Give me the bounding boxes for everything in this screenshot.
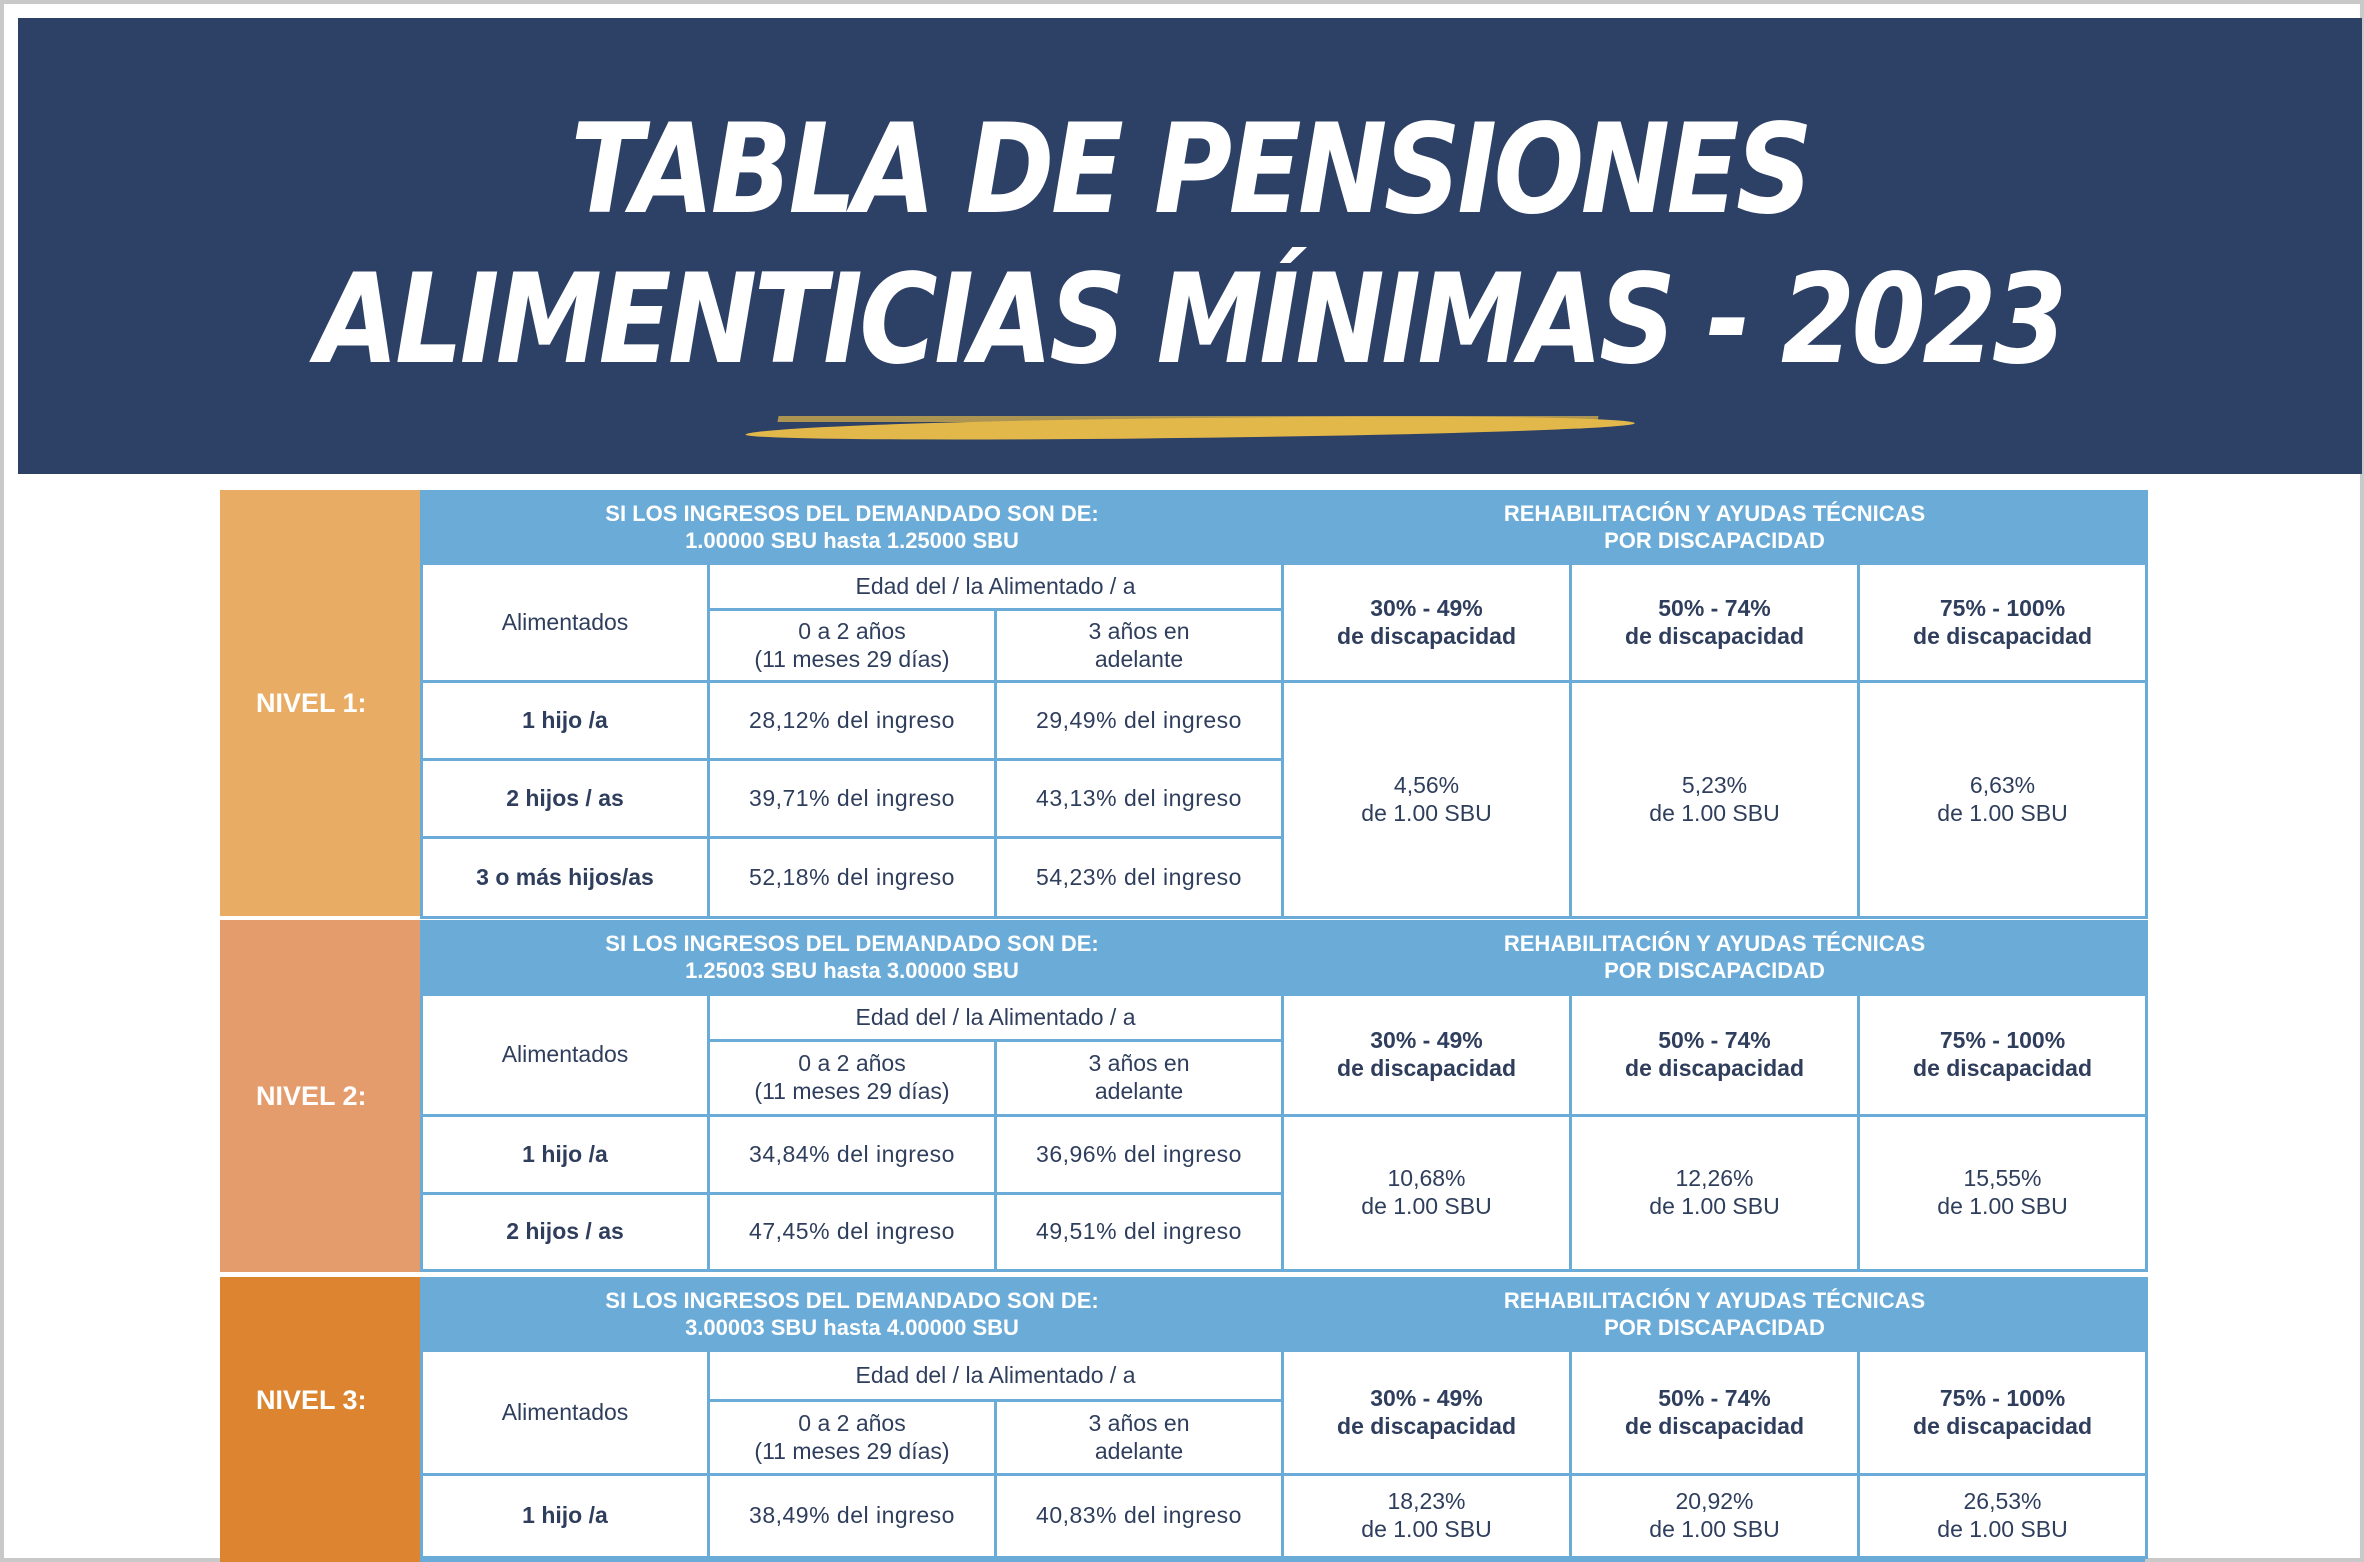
disc-percent: 10,68%	[1387, 1165, 1466, 1192]
disc-label: de discapacidad	[1913, 1054, 2092, 1081]
age-3-plus-header	[996, 610, 1283, 682]
disc-range: 30% - 49%	[1370, 1027, 1483, 1054]
disc-75-100-header	[1859, 1351, 2147, 1475]
disc-30-49-header	[1283, 1351, 1571, 1475]
level-2-table	[420, 920, 2148, 1272]
age-note: (11 meses 29 días)	[754, 1077, 950, 1104]
income-header-line: SI LOS INGRESOS DEL DEMANDADO SON DE:	[605, 501, 1099, 527]
alimentados-header: Alimentados	[422, 1351, 709, 1475]
disc-label: de discapacidad	[1625, 1054, 1804, 1081]
value-3-plus: 49,51% del ingreso	[996, 1194, 1283, 1271]
income-range-text: 1.00000 SBU hasta 1.25000 SBU	[685, 527, 1019, 553]
disc-value-75-100	[1859, 682, 2147, 918]
disc-sbu: de 1.00 SBU	[1649, 1192, 1780, 1219]
value-3-plus: 54,23% del ingreso	[996, 838, 1283, 918]
age-note: (11 meses 29 días)	[754, 645, 950, 672]
level-3-header-row	[422, 1279, 2147, 1351]
disc-label: de discapacidad	[1337, 622, 1516, 649]
rehab-header	[1283, 1279, 2147, 1351]
disc-sbu: de 1.00 SBU	[1649, 799, 1780, 826]
age-note: adelante	[1094, 645, 1184, 672]
level-2-section	[220, 920, 2145, 1272]
disc-label: de discapacidad	[1337, 1412, 1516, 1439]
rehab-header-line-2: POR DISCAPACIDAD	[1604, 1314, 1825, 1340]
disc-range: 50% - 74%	[1658, 1384, 1771, 1411]
value-3-plus: 40,83% del ingreso	[996, 1475, 1283, 1558]
level-name: NIVEL 1:	[256, 687, 367, 718]
edad-header: Edad del / la Alimentado / a	[709, 1351, 1283, 1401]
level-name: NIVEL 3:	[256, 1385, 367, 1415]
edad-header: Edad del / la Alimentado / a	[709, 564, 1283, 610]
disc-sbu: de 1.00 SBU	[1937, 1192, 2068, 1219]
level-name: NIVEL 2:	[256, 1080, 367, 1111]
disc-value-30-49	[1283, 1115, 1571, 1270]
income-header-line: SI LOS INGRESOS DEL DEMANDADO SON DE:	[605, 931, 1099, 957]
disc-30-49-header	[1283, 564, 1571, 682]
disc-value-50-74	[1571, 1115, 1859, 1270]
disc-value-30-49	[1283, 1475, 1571, 1558]
edad-header: Edad del / la Alimentado / a	[709, 994, 1283, 1040]
level-3-section	[220, 1277, 2145, 1556]
disc-percent: 26,53%	[1963, 1488, 2042, 1515]
age-0-2-header	[709, 610, 996, 682]
row-label: 2 hijos / as	[422, 1194, 709, 1271]
disc-range: 50% - 74%	[1658, 1027, 1771, 1054]
disc-value-30-49	[1283, 682, 1571, 918]
disc-75-100-header	[1859, 564, 2147, 682]
age-0-2-header	[709, 1401, 996, 1475]
disc-value-50-74	[1571, 682, 1859, 918]
disc-percent: 12,26%	[1675, 1165, 1754, 1192]
value-0-2: 39,71% del ingreso	[709, 760, 996, 838]
row-label: 1 hijo /a	[422, 1475, 709, 1558]
value-0-2: 38,49% del ingreso	[709, 1475, 996, 1558]
disc-label: de discapacidad	[1625, 1412, 1804, 1439]
disc-percent: 4,56%	[1393, 771, 1460, 798]
value-0-2: 47,45% del ingreso	[709, 1194, 996, 1271]
disc-label: de discapacidad	[1913, 622, 2092, 649]
level-2-header-row	[422, 922, 2147, 995]
disc-percent: 18,23%	[1387, 1488, 1466, 1515]
disc-75-100-header	[1859, 994, 2147, 1115]
rehab-header	[1283, 922, 2147, 995]
disc-50-74-header	[1571, 564, 1859, 682]
rehab-header-line-1: REHABILITACIÓN Y AYUDAS TÉCNICAS	[1503, 501, 1926, 527]
disc-range: 75% - 100%	[1939, 1384, 2066, 1411]
disc-label: de discapacidad	[1913, 1412, 2092, 1439]
age-note: adelante	[1094, 1077, 1184, 1104]
disc-value-75-100	[1859, 1475, 2147, 1558]
disc-50-74-header	[1571, 994, 1859, 1115]
age-range: 0 a 2 años	[798, 1050, 906, 1077]
level-3-table	[420, 1277, 2148, 1559]
table-row	[422, 1115, 2147, 1194]
title-banner	[18, 18, 2362, 474]
income-range-text: 1.25003 SBU hasta 3.00000 SBU	[685, 957, 1019, 983]
level-1-header-row	[422, 492, 2147, 564]
age-3-plus-header	[996, 1401, 1283, 1475]
disc-value-75-100	[1859, 1115, 2147, 1270]
age-range: 3 años en	[1088, 617, 1190, 644]
rehab-header-line-1: REHABILITACIÓN Y AYUDAS TÉCNICAS	[1503, 931, 1926, 957]
disc-range: 75% - 100%	[1939, 594, 2066, 621]
age-3-plus-header	[996, 1041, 1283, 1116]
disc-range: 75% - 100%	[1939, 1027, 2066, 1054]
income-range-header	[422, 922, 1283, 995]
disc-sbu: de 1.00 SBU	[1361, 1516, 1492, 1542]
income-range-header	[422, 1279, 1283, 1351]
age-note: adelante	[1094, 1437, 1184, 1464]
row-label: 1 hijo /a	[422, 682, 709, 760]
table-row	[422, 1475, 2147, 1558]
age-range: 3 años en	[1088, 1409, 1190, 1436]
row-label: 3 o más hijos/as	[422, 838, 709, 918]
rehab-header-line-1: REHABILITACIÓN Y AYUDAS TÉCNICAS	[1503, 1288, 1926, 1314]
level-1-label	[220, 490, 420, 916]
rehab-header-line-2: POR DISCAPACIDAD	[1604, 957, 1825, 983]
disc-sbu: de 1.00 SBU	[1649, 1516, 1780, 1542]
disc-value-50-74	[1571, 1475, 1859, 1558]
disc-range: 30% - 49%	[1370, 594, 1483, 621]
value-3-plus: 36,96% del ingreso	[996, 1115, 1283, 1194]
age-range: 0 a 2 años	[798, 617, 906, 644]
disc-label: de discapacidad	[1625, 622, 1804, 649]
income-range-text: 3.00003 SBU hasta 4.00000 SBU	[685, 1314, 1019, 1340]
row-label: 1 hijo /a	[422, 1115, 709, 1194]
disc-sbu: de 1.00 SBU	[1361, 1192, 1492, 1219]
age-range: 3 años en	[1088, 1050, 1190, 1077]
rehab-header	[1283, 492, 2147, 564]
disc-percent: 5,23%	[1681, 771, 1748, 798]
alimentados-header: Alimentados	[422, 994, 709, 1115]
value-3-plus: 43,13% del ingreso	[996, 760, 1283, 838]
next-level-header-strip	[420, 1556, 2145, 1562]
disc-percent: 6,63%	[1969, 771, 2036, 798]
disc-sbu: de 1.00 SBU	[1937, 1516, 2068, 1542]
income-range-header	[422, 492, 1283, 564]
page-title-line-1: TABLA DE PENSIONES	[570, 98, 1810, 242]
next-level-strip	[220, 1556, 420, 1562]
disc-percent: 15,55%	[1963, 1165, 2042, 1192]
disc-range: 30% - 49%	[1370, 1384, 1483, 1411]
income-header-line: SI LOS INGRESOS DEL DEMANDADO SON DE:	[605, 1288, 1099, 1314]
value-0-2: 28,12% del ingreso	[709, 682, 996, 760]
disc-range: 50% - 74%	[1658, 594, 1771, 621]
age-note: (11 meses 29 días)	[754, 1437, 950, 1464]
value-0-2: 34,84% del ingreso	[709, 1115, 996, 1194]
row-label: 2 hijos / as	[422, 760, 709, 838]
value-0-2: 52,18% del ingreso	[709, 838, 996, 918]
page-title-line-2: ALIMENTICIAS MÍNIMAS - 2023	[316, 248, 2064, 392]
level-3-label	[220, 1277, 420, 1556]
disc-30-49-header	[1283, 994, 1571, 1115]
level-1-table	[420, 490, 2148, 919]
level-2-label	[220, 920, 420, 1272]
disc-sbu: de 1.00 SBU	[1361, 799, 1492, 826]
age-0-2-header	[709, 1041, 996, 1116]
disc-percent: 20,92%	[1675, 1488, 1754, 1515]
alimentados-header: Alimentados	[422, 564, 709, 682]
value-3-plus: 29,49% del ingreso	[996, 682, 1283, 760]
age-range: 0 a 2 años	[798, 1409, 906, 1436]
disc-sbu: de 1.00 SBU	[1937, 799, 2068, 826]
table-row	[422, 682, 2147, 760]
level-1-section	[220, 490, 2145, 916]
disc-50-74-header	[1571, 1351, 1859, 1475]
rehab-header-line-2: POR DISCAPACIDAD	[1604, 527, 1825, 553]
disc-label: de discapacidad	[1337, 1054, 1516, 1081]
